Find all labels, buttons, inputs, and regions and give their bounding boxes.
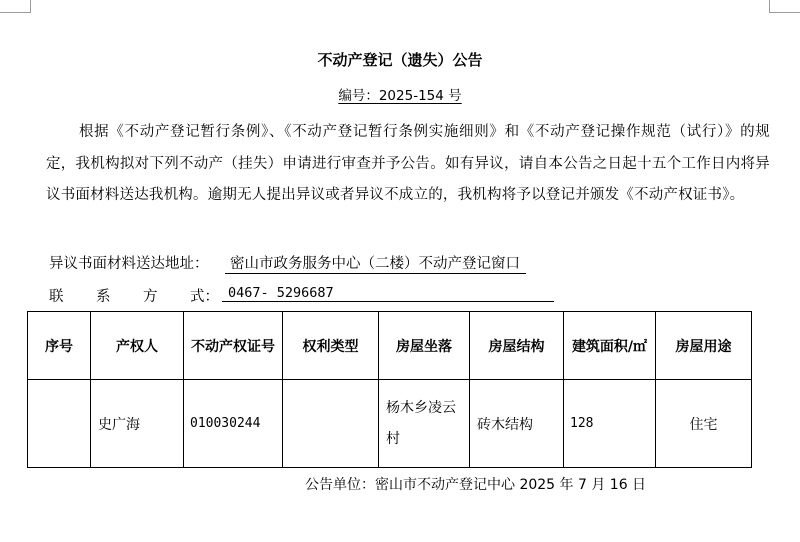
cell-owner: 史广海 [91,380,184,468]
contact-label: 联 系 方 式： [49,289,219,305]
registration-table [27,311,752,468]
header-right-type: 权利类型 [283,312,379,380]
table-header-row [28,312,752,380]
cell-right-type [283,380,379,468]
header-serial: 序号 [28,312,91,380]
header-usage: 房屋用途 [656,312,752,380]
page-corner-mark-left [0,0,31,13]
header-certificate-number: 不动产权证号 [184,312,283,380]
contact-phone: 0467- 5296687 [222,285,554,302]
document-number: 编号：2025-154 号 [338,88,462,104]
page-corner-mark-right [769,0,800,13]
header-structure: 房屋结构 [470,312,564,380]
cell-structure: 砖木结构 [470,380,564,468]
address-value: 密山市政务服务中心（二楼）不动产登记窗口 [225,252,526,274]
cell-area: 128 [564,380,656,468]
address-label: 异议书面材料送达地址： [49,256,209,272]
header-area: 建筑面积/㎡ [564,312,656,380]
header-location: 房屋坐落 [379,312,470,380]
table-row [28,380,752,468]
cell-location: 杨木乡凌云村 [379,380,470,468]
notice-title: 不动产登记（遗失）公告 [317,51,483,69]
notice-footer: 公告单位：密山市不动产登记中心 2025 年 7 月 16 日 [305,477,647,493]
cell-certificate-number: 010030244 [184,380,283,468]
cell-usage: 住宅 [656,380,752,468]
notice-body: 根据《不动产登记暂行条例》、《不动产登记暂行条例实施细则》和《不动产登记操作规范（试行）》的规定，我机构拟对下列不动产（挂失）申请进行审查并予公告。如有异议，请自本公告之日起十五个工作日内将异议书面材料送达我机构。逾期无人提出异议或者异议不成立的，我机构将予以登记并颁发《不动产权证书》。 [46,124,770,203]
header-owner: 产权人 [91,312,184,380]
cell-serial [28,380,91,468]
